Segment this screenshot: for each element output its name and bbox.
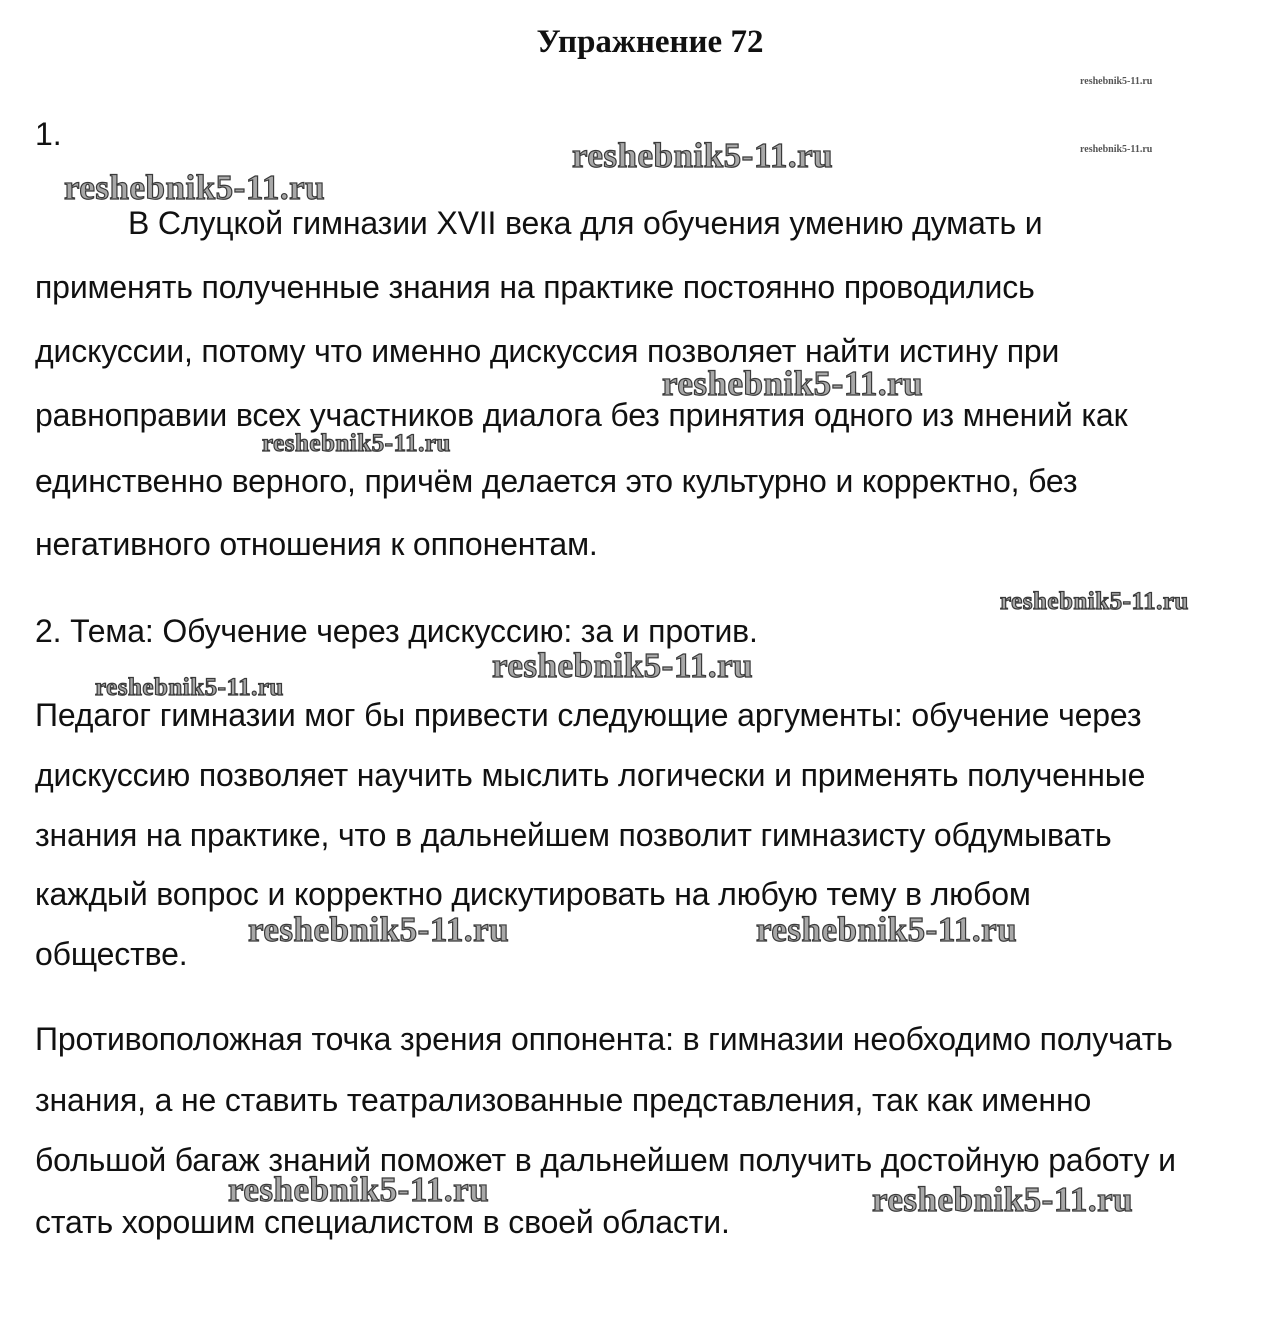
watermark: reshebnik5-11.ru [248, 910, 510, 949]
watermark: reshebnik5-11.ru [95, 674, 284, 701]
watermark: reshebnik5-11.ru [228, 1170, 490, 1209]
paragraph-line: знания, а не ставить театрализованные представления, так как именно [35, 1082, 1092, 1118]
section-topic: 2. Тема: Обучение через дискуссию: за и против. [35, 613, 758, 649]
paragraph-line: применять полученные знания на практике постоянно проводились [35, 269, 1035, 305]
watermark: reshebnik5-11.ru [262, 430, 451, 457]
paragraph-line: стать хорошим специалистом в своей области. [35, 1204, 730, 1240]
watermark: reshebnik5-11.ru [1080, 144, 1153, 155]
paragraph-line: дискуссию позволяет научить мыслить логически и применять полученные [35, 757, 1146, 793]
paragraph-line: обществе. [35, 936, 188, 972]
watermark: reshebnik5-11.ru [572, 136, 834, 175]
watermark: reshebnik5-11.ru [64, 168, 326, 207]
paragraph-line: равноправии всех участников диалога без принятия одного из мнений как [35, 397, 1128, 433]
paragraph-line: единственно верного, причём делается это культурно и корректно, без [35, 463, 1078, 499]
paragraph-line: знания на практике, что в дальнейшем позволит гимназисту обдумывать [35, 817, 1112, 853]
paragraph-line: негативного отношения к оппонентам. [35, 526, 598, 562]
watermark: reshebnik5-11.ru [662, 364, 924, 403]
paragraph-line: Противоположная точка зрения оппонента: в гимназии необходимо получать [35, 1021, 1173, 1057]
watermark: reshebnik5-11.ru [756, 910, 1018, 949]
watermark: reshebnik5-11.ru [1000, 588, 1189, 615]
paragraph-line: В Слуцкой гимназии XVII века для обучения умению думать и [128, 205, 1043, 241]
paragraph-line: большой багаж знаний поможет в дальнейшем получить достойную работу и [35, 1142, 1176, 1178]
watermark: reshebnik5-11.ru [492, 646, 754, 685]
watermark: reshebnik5-11.ru [872, 1180, 1134, 1219]
paragraph-line: Педагог гимназии мог бы привести следующие аргументы: обучение через [35, 697, 1142, 733]
page-title: Упражнение 72 [536, 24, 764, 60]
section-number: 1. [35, 116, 62, 152]
paragraph-line: каждый вопрос и корректно дискутировать на любую тему в любом [35, 876, 1031, 912]
watermark: reshebnik5-11.ru [1080, 76, 1153, 87]
paragraph-line: дискуссии, потому что именно дискуссия позволяет найти истину при [35, 333, 1060, 369]
